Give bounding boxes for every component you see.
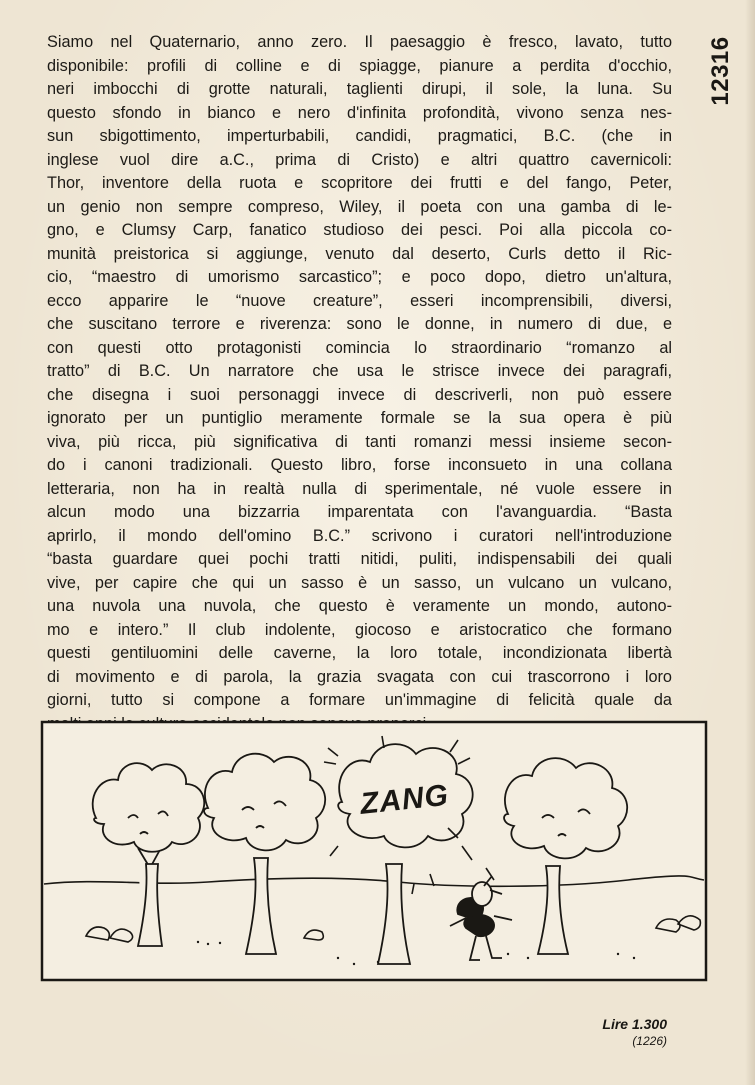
blurb-line: ecco apparire le “nuove creature”, esseri incomprensibili, diversi, (47, 291, 672, 310)
price-code: (1226) (632, 1034, 667, 1048)
blurb-line: di movimento e di parola, la grazia svagata con cui trascorrono i loro (47, 667, 672, 686)
blurb-line: una nuvola una nuvola, che questo è veramente un mondo, autono- (47, 597, 672, 615)
catalog-number-text: 12316 (707, 36, 734, 106)
blurb-text (47, 31, 672, 736)
blurb-line: disponibile: profili di colline e di spiagge, pianure a perdita d'occhio, (47, 56, 672, 75)
blurb-line: Thor, inventore della ruota e scopritore dei frutti e del fango, Peter, (47, 174, 672, 192)
blurb-line: munità preistorica si aggiunge, venuto dal deserto, Curls detto il Ric- (47, 244, 672, 263)
blurb-line: giorni, tutto si compone a formare un'immagine di felicità quale da (47, 691, 672, 709)
price-label: Lire 1.300 (602, 1016, 667, 1032)
zang-sound-effect: ZANG (358, 778, 451, 821)
blurb-line: che suscitano terrore e riverenza: sono le donne, in numero di due, e (47, 315, 672, 333)
blurb-line: vive, per capire che qui un sasso è un sasso, un vulcano un vulcano, (47, 573, 672, 592)
blurb-line: letteraria, non ha in realtà nulla di sperimentale, né vuole essere in (47, 479, 672, 498)
catalog-number (697, 32, 745, 110)
blurb-line: do i canoni tradizionali. Questo libro, forse inconsueto in una collana (47, 456, 672, 474)
blurb-line: questo sfondo in bianco e nero d'infinita profondità, vivono senza nes- (47, 103, 672, 122)
blurb-line: con questi otto protagonisti comincia lo straordinario “romanzo al (47, 338, 672, 357)
blurb-line: neri imbocchi di grotte naturali, taglienti dirupi, il sole, la luna. Su (47, 80, 672, 98)
blurb-line: “basta guardare quei pochi tratti nitidi, puliti, indispensabili dei quali (47, 550, 672, 568)
page-edge-shadow (745, 0, 755, 1085)
price-block (602, 1016, 667, 1048)
blurb-line: un genio non sempre compreso, Wiley, il poeta con una gamba di le- (47, 197, 672, 216)
blurb-line: questi gentiluomini delle caverne, la loro totale, incondizionata libertà (47, 644, 672, 662)
blurb-line: ignorato per un puntiglio meramente formale se la sua opera è più (47, 409, 672, 427)
blurb-line: Siamo nel Quaternario, anno zero. Il paesaggio è fresco, lavato, tutto (47, 33, 672, 51)
blurb-line: alcun modo una bizzarria imparentata con l'avanguardia. “Basta (47, 503, 672, 521)
blurb-line: tratto” di B.C. Un narratore che usa le strisce invece dei paragrafi, (47, 362, 672, 380)
comic-strip-panel (38, 718, 712, 986)
blurb-line: che disegna i suoi personaggi invece di descriverli, non può essere (47, 385, 672, 404)
blurb-line: sun sbigottimento, imperturbabili, candidi, pragmatici, B.C. (che in (47, 127, 672, 145)
blurb-line: cio, “maestro di umorismo sarcastico”; e poco dopo, dietro un'altura, (47, 268, 672, 286)
blurb-line: mo e intero.” Il club indolente, giocoso e aristocratico che formano (47, 620, 672, 639)
blurb-line: viva, più ricca, più significativa di tanti romanzi messi insieme secon- (47, 432, 672, 451)
blurb-line: gno, e Clumsy Carp, fanatico studioso dei pesci. Poi alla piccola co- (47, 221, 672, 239)
blurb-line: aprirlo, il mondo dell'omino B.C.” scrivono i curatori nell'introduzione (47, 526, 672, 545)
blurb-line: inglese vuol dire a.C., prima di Cristo) e altri quattro cavernicoli: (47, 150, 672, 169)
